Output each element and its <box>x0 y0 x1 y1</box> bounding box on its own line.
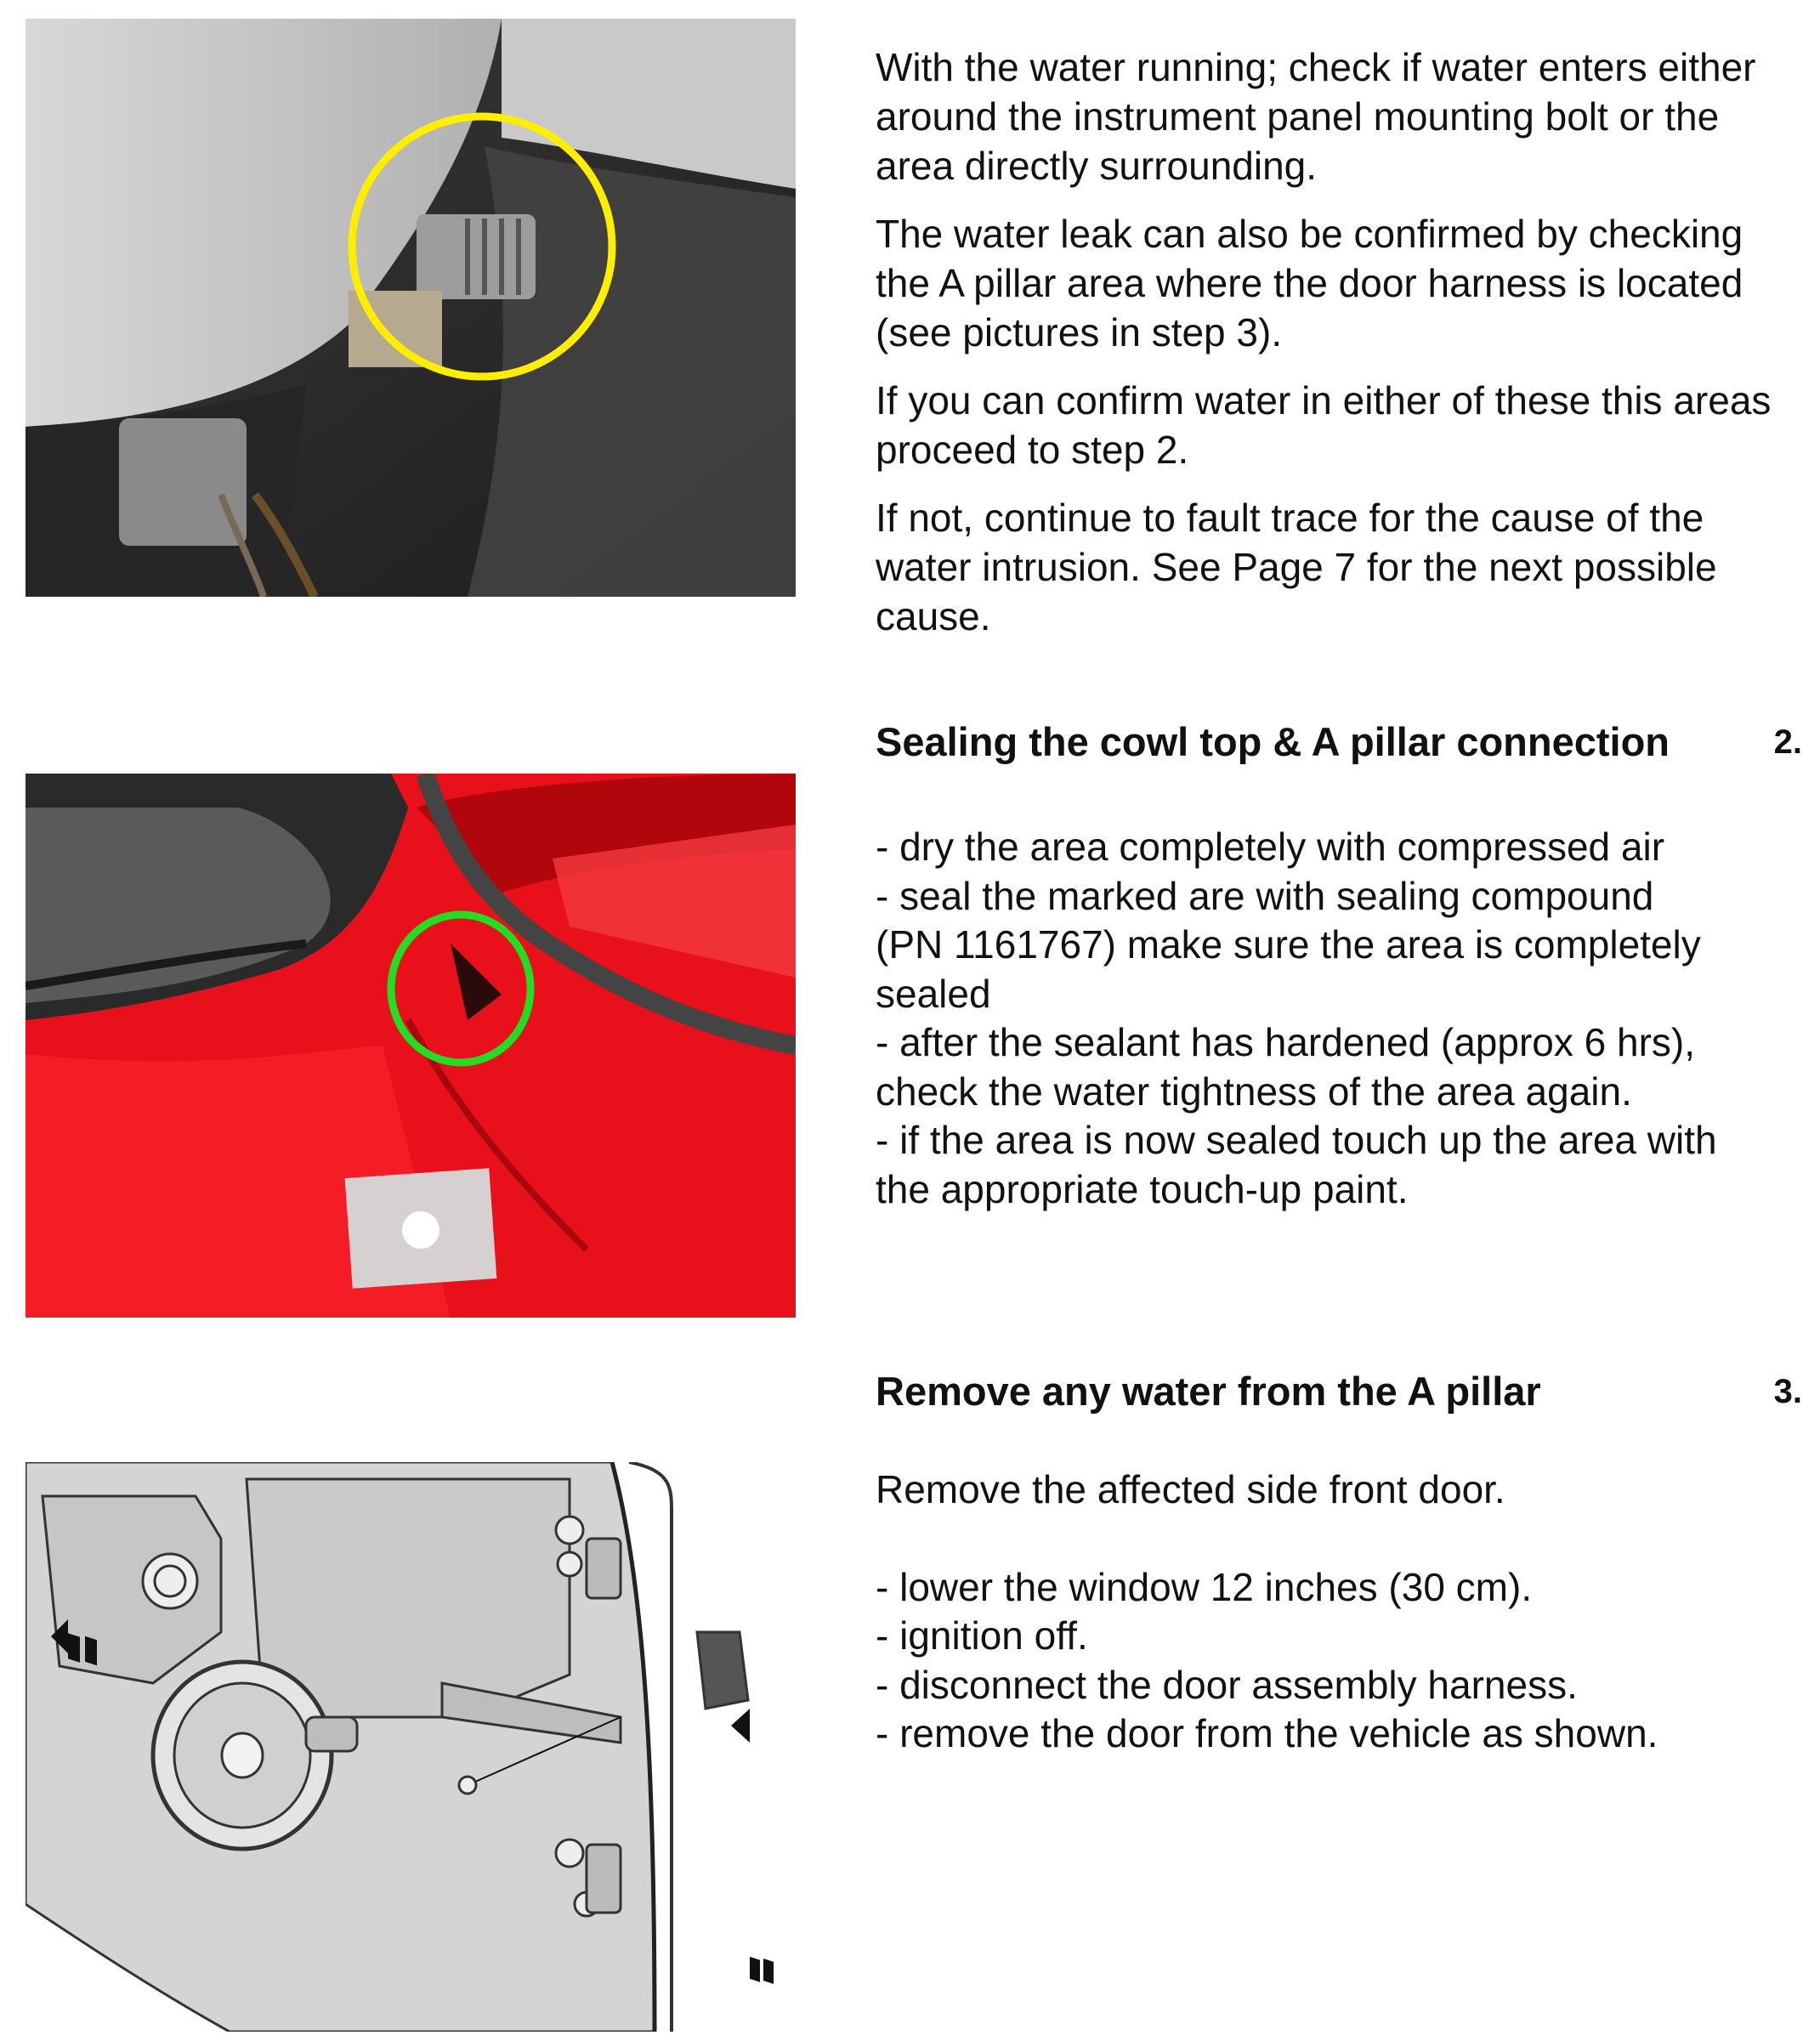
step-number: 2. <box>1773 723 1802 761</box>
intro-line: Remove the affected side front door. <box>876 1467 1505 1511</box>
section1-paragraph: The water leak can also be confirmed by checking the A pillar area where the door harness is located (see pictures in step 3). <box>876 212 1743 354</box>
section3-title: Remove any water from the A pillar <box>876 1369 1541 1414</box>
instruction-line: check the water tightness of the area again. <box>876 1069 1632 1114</box>
photo-cowl-a-pillar <box>26 774 796 1318</box>
instruction-line: - if the area is now sealed touch up the area with <box>876 1118 1717 1162</box>
section2-title: Sealing the cowl top & A pillar connection <box>876 719 1670 764</box>
instruction-line: - remove the door from the vehicle as shown. <box>876 1711 1658 1755</box>
section1-paragraph: If not, continue to fault trace for the cause of the water intrusion. See Page 7 for the next possible cause. <box>876 496 1717 638</box>
section1-paragraph: With the water running; check if water enters either around the instrument panel mounting bolt or the area directly surrounding. <box>876 45 1756 188</box>
step-number: 3. <box>1773 1373 1802 1410</box>
photo-instrument-panel-bolt <box>26 19 796 597</box>
section1-paragraph: If you can confirm water in either of these this areas proceed to step 2. <box>876 378 1772 472</box>
section3-instructions <box>876 1466 1802 1759</box>
instruction-line: - dry the area completely with compressed air <box>876 825 1665 869</box>
instruction-line: (PN 1161767) make sure the area is completely <box>876 922 1701 967</box>
instruction-line: the appropriate touch-up paint. <box>876 1166 1409 1211</box>
instruction-line: sealed <box>876 971 991 1016</box>
section2-heading <box>876 712 1802 772</box>
instruction-line: - ignition off. <box>876 1613 1088 1658</box>
door-removal-illustration <box>26 1462 796 2032</box>
section1-text <box>876 43 1802 641</box>
instruction-line: - after the sealant has hardened (approx 6 hrs), <box>876 1020 1696 1064</box>
instruction-line: - disconnect the door assembly harness. <box>876 1662 1578 1707</box>
instruction-line: - seal the marked are with sealing compound <box>876 873 1654 918</box>
instruction-line: - lower the window 12 inches (30 cm). <box>876 1564 1533 1609</box>
section3-heading <box>876 1362 1802 1421</box>
section2-instructions <box>876 823 1802 1214</box>
